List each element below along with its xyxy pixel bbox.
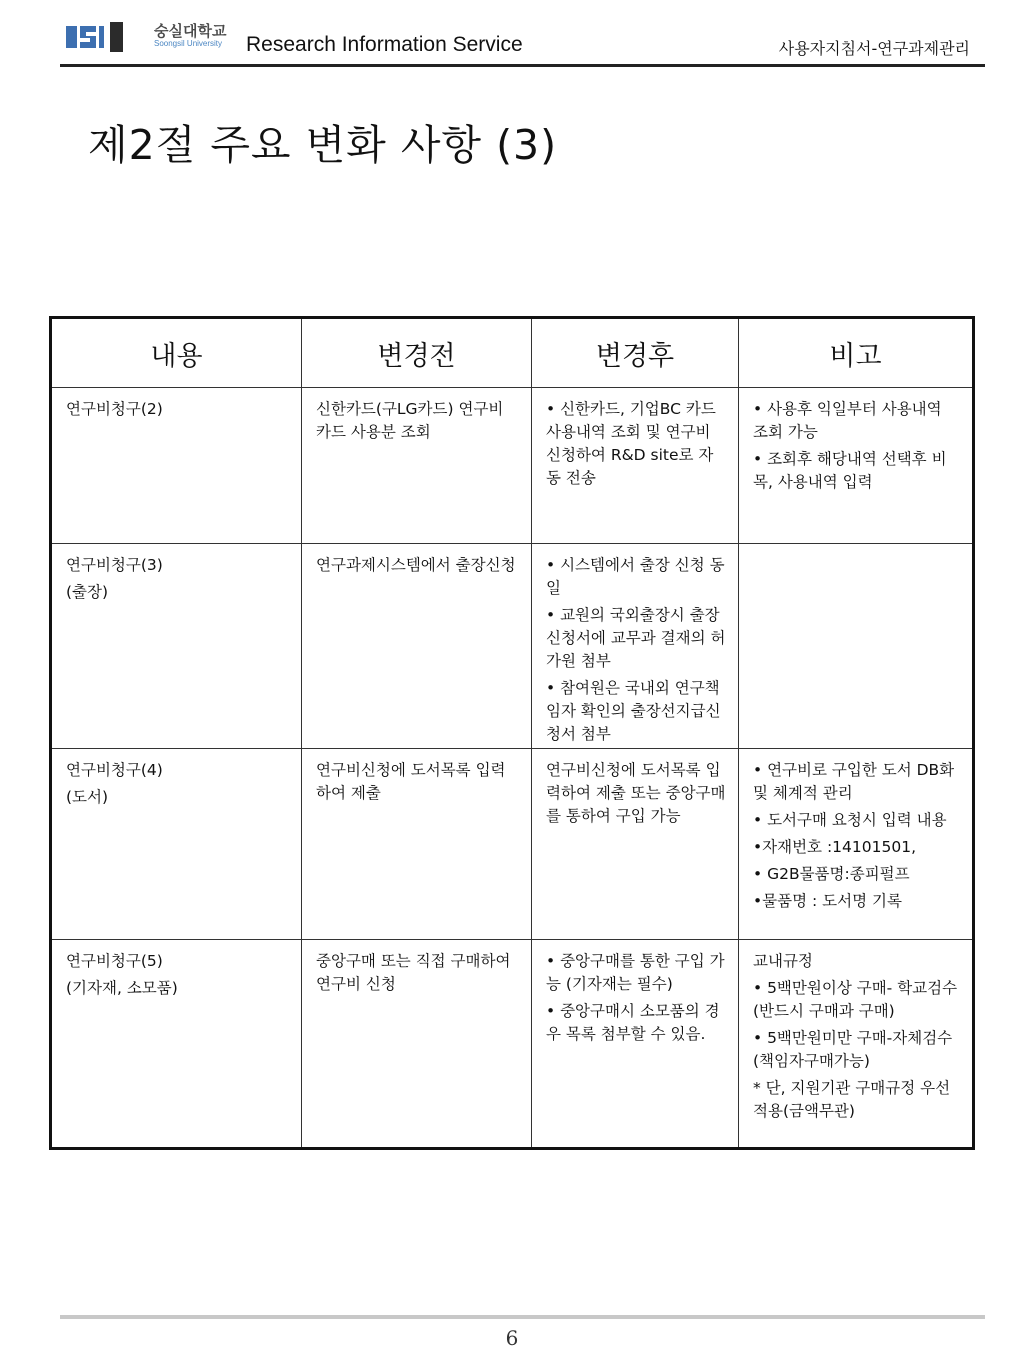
cell-paragraph: • 조회후 해당내역 선택후 비목, 사용내역 입력 <box>753 450 947 491</box>
cell-before <box>316 950 516 996</box>
cell-paragraph: 연구과제시스템에서 출장신청 <box>316 556 516 574</box>
column-divider <box>738 319 739 1147</box>
cell-paragraph: (출장) <box>66 583 109 601</box>
cell-paragraph: • 5백만원이상 구매- 학교검수(반드시 구매과 구매) <box>753 979 958 1020</box>
cell-paragraph: • 참여원은 국내외 연구책임자 확인의 출장선지급신청서 첨부 <box>546 679 721 743</box>
row-divider <box>52 939 972 940</box>
cell-content <box>66 554 291 604</box>
cell-paragraph: 연구비청구(5) <box>66 952 163 970</box>
cell-paragraph: • 연구비로 구입한 도서 DB화 및 체계적 관리 <box>753 761 955 802</box>
cell-paragraph: 연구비청구(2) <box>66 400 163 418</box>
header-content: 내용 <box>150 340 203 372</box>
cell-before <box>316 759 516 805</box>
cell-paragraph: 연구비청구(4) <box>66 761 163 779</box>
logo-mark-icon <box>66 20 150 54</box>
cell-paragraph: • G2B물품명:종피펄프 <box>753 865 910 883</box>
cell-paragraph: 연구비청구(3) <box>66 556 163 574</box>
cell-paragraph: 교내규정 <box>753 952 813 970</box>
cell-note <box>753 398 958 494</box>
header-after: 변경후 <box>595 340 675 372</box>
university-logo <box>66 20 242 54</box>
header-title: Research Information Service <box>246 33 523 56</box>
cell-after <box>546 759 726 828</box>
cell-paragraph: * 단, 지원기관 구매규정 우선 적용(금액무관) <box>753 1079 951 1120</box>
cell-note <box>753 759 958 913</box>
row-divider <box>52 543 972 544</box>
cell-paragraph: • 중앙구매시 소모품의 경우 목록 첨부할 수 있음. <box>546 1002 720 1043</box>
column-divider <box>301 319 302 1147</box>
cell-paragraph: • 중앙구매를 통한 구입 가능 (기자재는 필수) <box>546 952 725 993</box>
cell-paragraph: •물품명 : 도서명 기록 <box>753 892 902 910</box>
cell-note <box>753 950 958 1123</box>
cell-after <box>546 398 726 490</box>
logo-english-name: Soongsil University <box>154 39 223 48</box>
cell-paragraph: •자재번호 :14101501, <box>753 838 917 856</box>
logo-korean-name: 숭실대학교 <box>154 22 227 40</box>
cell-paragraph: (도서) <box>66 788 109 806</box>
page-number: 6 <box>505 1326 519 1350</box>
page-title: 제2절 주요 변화 사항 (3) <box>88 121 558 169</box>
cell-paragraph: • 교원의 국외출장시 출장신청서에 교무과 결재의 허가원 첨부 <box>546 606 726 670</box>
cell-before <box>316 554 516 577</box>
cell-paragraph: • 신한카드, 기업BC 카드 사용내역 조회 및 연구비 신청하여 R&D site로 자동 전송 <box>546 400 716 487</box>
cell-paragraph: (기자재, 소모품) <box>66 979 178 997</box>
header-divider <box>60 64 985 67</box>
changes-table <box>49 316 975 1150</box>
cell-after <box>546 950 726 1046</box>
cell-paragraph: • 시스템에서 출장 신청 동일 <box>546 556 725 597</box>
cell-paragraph: • 도서구매 요청시 입력 내용 <box>753 811 947 829</box>
cell-after <box>546 554 726 746</box>
footer-divider <box>60 1315 985 1319</box>
cell-content <box>66 759 291 809</box>
row-divider <box>52 387 972 388</box>
cell-before <box>316 398 516 444</box>
header-before: 변경전 <box>377 340 456 372</box>
cell-content <box>66 398 291 421</box>
cell-paragraph: • 5백만원미만 구매-자체검수(책임자구매가능) <box>753 1029 953 1070</box>
header-section-label: 사용자지침서-연구과제관리 <box>778 39 970 58</box>
cell-paragraph: 연구비신청에 도서목록 입력하여 제출 또는 중앙구매를 통하여 구입 가능 <box>546 761 726 825</box>
cell-paragraph: 신한카드(구LG카드) 연구비 카드 사용분 조회 <box>316 400 504 441</box>
cell-paragraph: 중앙구매 또는 직접 구매하여 연구비 신청 <box>316 952 511 993</box>
header-note: 비고 <box>829 340 882 372</box>
cell-paragraph: 연구비신청에 도서목록 입력하여 제출 <box>316 761 506 802</box>
column-divider <box>531 319 532 1147</box>
cell-paragraph: • 사용후 익일부터 사용내역 조회 가능 <box>753 400 942 441</box>
row-divider <box>52 748 972 749</box>
cell-content <box>66 950 291 1000</box>
